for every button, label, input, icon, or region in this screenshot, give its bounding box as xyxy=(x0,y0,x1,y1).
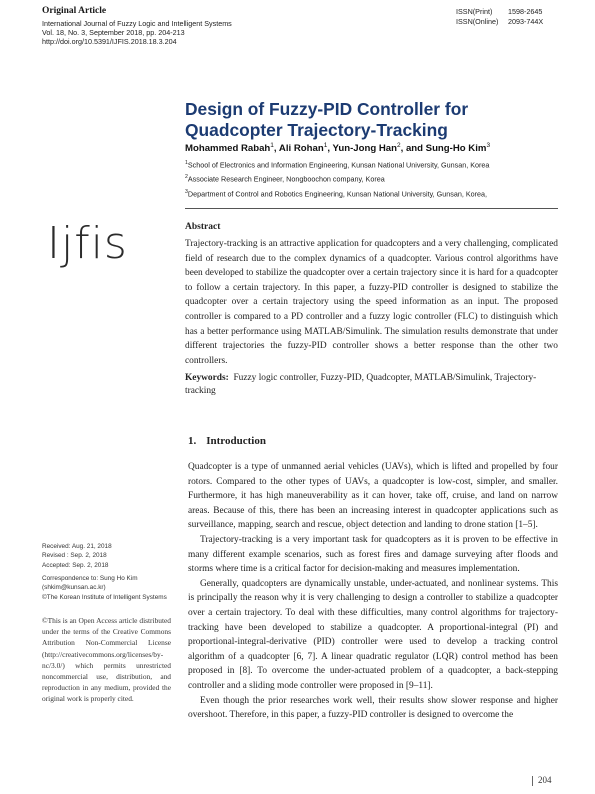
title-line-1: Design of Fuzzy-PID Controller for xyxy=(185,99,469,119)
affiliation-list xyxy=(185,157,585,200)
issn-block xyxy=(456,7,586,27)
author-affiliation-mark: 1 xyxy=(323,142,328,149)
issn-print-label: ISSN(Print) xyxy=(456,7,493,16)
journal-header xyxy=(42,6,362,46)
author-affiliation-mark: 3 xyxy=(486,142,491,149)
affiliation-number: 1 xyxy=(185,160,188,166)
abstract-text: Trajectory-tracking is an attractive application for quadcopters and a very challenging, complicated field of research due to the complex dynamics of a quadcopter. Various control algorithms have been developed to stabilize the quadcopter over a certain trajectory since it is hard for a quadcopter to follow a certain trajectory. In this paper, a fuzzy-PID controller is designed to stabilize the quadcopter over a certain trajectory using the speed information as an input. The proposed controller is compared to a PD controller and a fuzzy logic controller (FLC) to distinguish which has a better performance using MATLAB/Simulink. The simulation results demonstrate that under different trajectories the fuzzy-PID controller shows a better response than the other two controllers. xyxy=(185,239,558,366)
received-date: Received: Aug. 21, 2018 xyxy=(42,543,112,550)
section-heading xyxy=(188,435,266,447)
paragraph: Generally, quadcopters are dynamically unstable, under-actuated, and nonlinear systems. This is principally the reason why it is very challenging to design a controller to stabilize a quadcopter over a certain trajectory. To deal with these difficulties, many control algorithms for trajectory-tracking have been developed to stabilize a quadcopter. A proportional-integral (PI) and proportional-integral-derivative (PID) controller were used to develop a tracking control algorithm of a quadcopter [6, 7]. A linear quadratic regulator (LQR) control method has been proposed in [8]. To overcome the under-actuated problem of a quadcopter, a back-stepping controller and a sliding mode controller were proposed in [9–11]. xyxy=(188,578,558,691)
copyright-notice: ©The Korean Institute of Intelligent Systems xyxy=(42,593,167,601)
author-name: Yun-Jong Han xyxy=(332,143,397,155)
keywords-label: Keywords: xyxy=(185,373,229,383)
correspondence-author: Correspondence to: Sung Ho Kim xyxy=(42,575,138,582)
license-notice: ©This is an Open Access article distributed under the terms of the Creative Commons Attribution Non-Commercial License (http://creativecommons.org/licenses/by-nc/3.0/) which permits unrestricted noncommercial use, distribution, and reproduction in any medium, provided the original work is properly cited. xyxy=(42,616,171,704)
author-separator: , xyxy=(327,143,333,155)
issn-print: 1598-2645 xyxy=(508,7,543,16)
issn-online-label: ISSN(Online) xyxy=(456,17,499,26)
title-line-2: Quadcopter Trajectory-Tracking xyxy=(185,120,448,140)
affiliation-text: Associate Research Engineer, Nongboochon company, Korea xyxy=(187,174,385,184)
author-name: Ali Rohan xyxy=(278,143,324,155)
affiliation-number: 3 xyxy=(185,188,188,195)
correspondence-info xyxy=(42,574,172,602)
affiliation-text: School of Electronics and Information Engineering, Kunsan National University, Gunsan, Korea xyxy=(187,160,490,170)
correspondence-email[interactable]: (shkim@kunsan.ac.kr) xyxy=(42,584,106,592)
paper-title xyxy=(185,99,565,141)
paragraph: Trajectory-tracking is a very important task for quadcopters as it is proven to be effective in many different example scenarios, such as forest fires and damage surveying after floods and storms where time is a critical factor for decision-making and measures implementation. xyxy=(188,534,558,575)
affiliation-number: 2 xyxy=(185,174,188,181)
issn-online: 2093-744X xyxy=(508,17,544,26)
section-number: 1. xyxy=(188,435,197,447)
footer-divider xyxy=(532,776,533,786)
accepted-date: Accepted: Sep. 2, 2018 xyxy=(42,561,109,569)
section-divider xyxy=(185,208,558,209)
doi-link[interactable]: http://doi.org/10.5391/IJFIS.2018.18.3.204 xyxy=(42,37,177,46)
author-name: Sung-Ho Kim xyxy=(425,143,487,155)
author-separator: , xyxy=(273,143,279,155)
author-list xyxy=(185,142,585,154)
author-separator: , and xyxy=(400,143,426,155)
page-number: 204 xyxy=(538,775,552,785)
revised-date: Revised : Sep. 2, 2018 xyxy=(42,552,107,560)
article-type: Original Article xyxy=(42,6,107,16)
author-affiliation-mark: 2 xyxy=(396,142,401,149)
journal-volume: Vol. 18, No. 3, September 2018, pp. 204-213 xyxy=(42,28,185,37)
author-name: Mohammed Rabah xyxy=(185,143,271,155)
article-dates xyxy=(42,542,172,570)
affiliation xyxy=(185,171,585,185)
keywords-list: Fuzzy logic controller, Fuzzy-PID, Quadcopter, MATLAB/Simulink, Trajectory-tracking xyxy=(185,373,537,396)
journal-logo xyxy=(47,216,162,272)
keywords xyxy=(185,372,558,398)
section-title: Introduction xyxy=(206,435,266,447)
abstract-heading: Abstract xyxy=(185,222,221,232)
body-text xyxy=(188,460,558,723)
journal-name: International Journal of Fuzzy Logic and Intelligent Systems xyxy=(42,19,232,28)
page-footer xyxy=(532,775,552,786)
affiliation xyxy=(185,186,585,200)
affiliation xyxy=(185,157,585,171)
logo-wordmark: Ijfis xyxy=(47,218,128,269)
author-affiliation-mark: 1 xyxy=(270,142,274,149)
affiliation-text: Department of Control and Robotics Engineering, Kunsan National University, Gunsan, Korea, xyxy=(187,189,487,199)
paragraph: Even though the prior researches work well, their results show slower response and higher overshoot. Therefore, in this paper, a fuzzy-PID controller is designed to overcome the xyxy=(188,695,558,721)
paragraph: Quadcopter is a type of unmanned aerial vehicles (UAVs), which is lifted and propelled by four rotors. Compared to the other types of UAVs, a quadcopter is low-cost, simpler, and smaller. Furthermore, it has high maneuverability as it can hover, take off, cruise, and land on narrow areas. Because of this, there has been an increasing interest in quadcopter applications such as surveillance, mapping, search and rescue, object detection and landing to drone station [1–5]. xyxy=(188,462,558,531)
